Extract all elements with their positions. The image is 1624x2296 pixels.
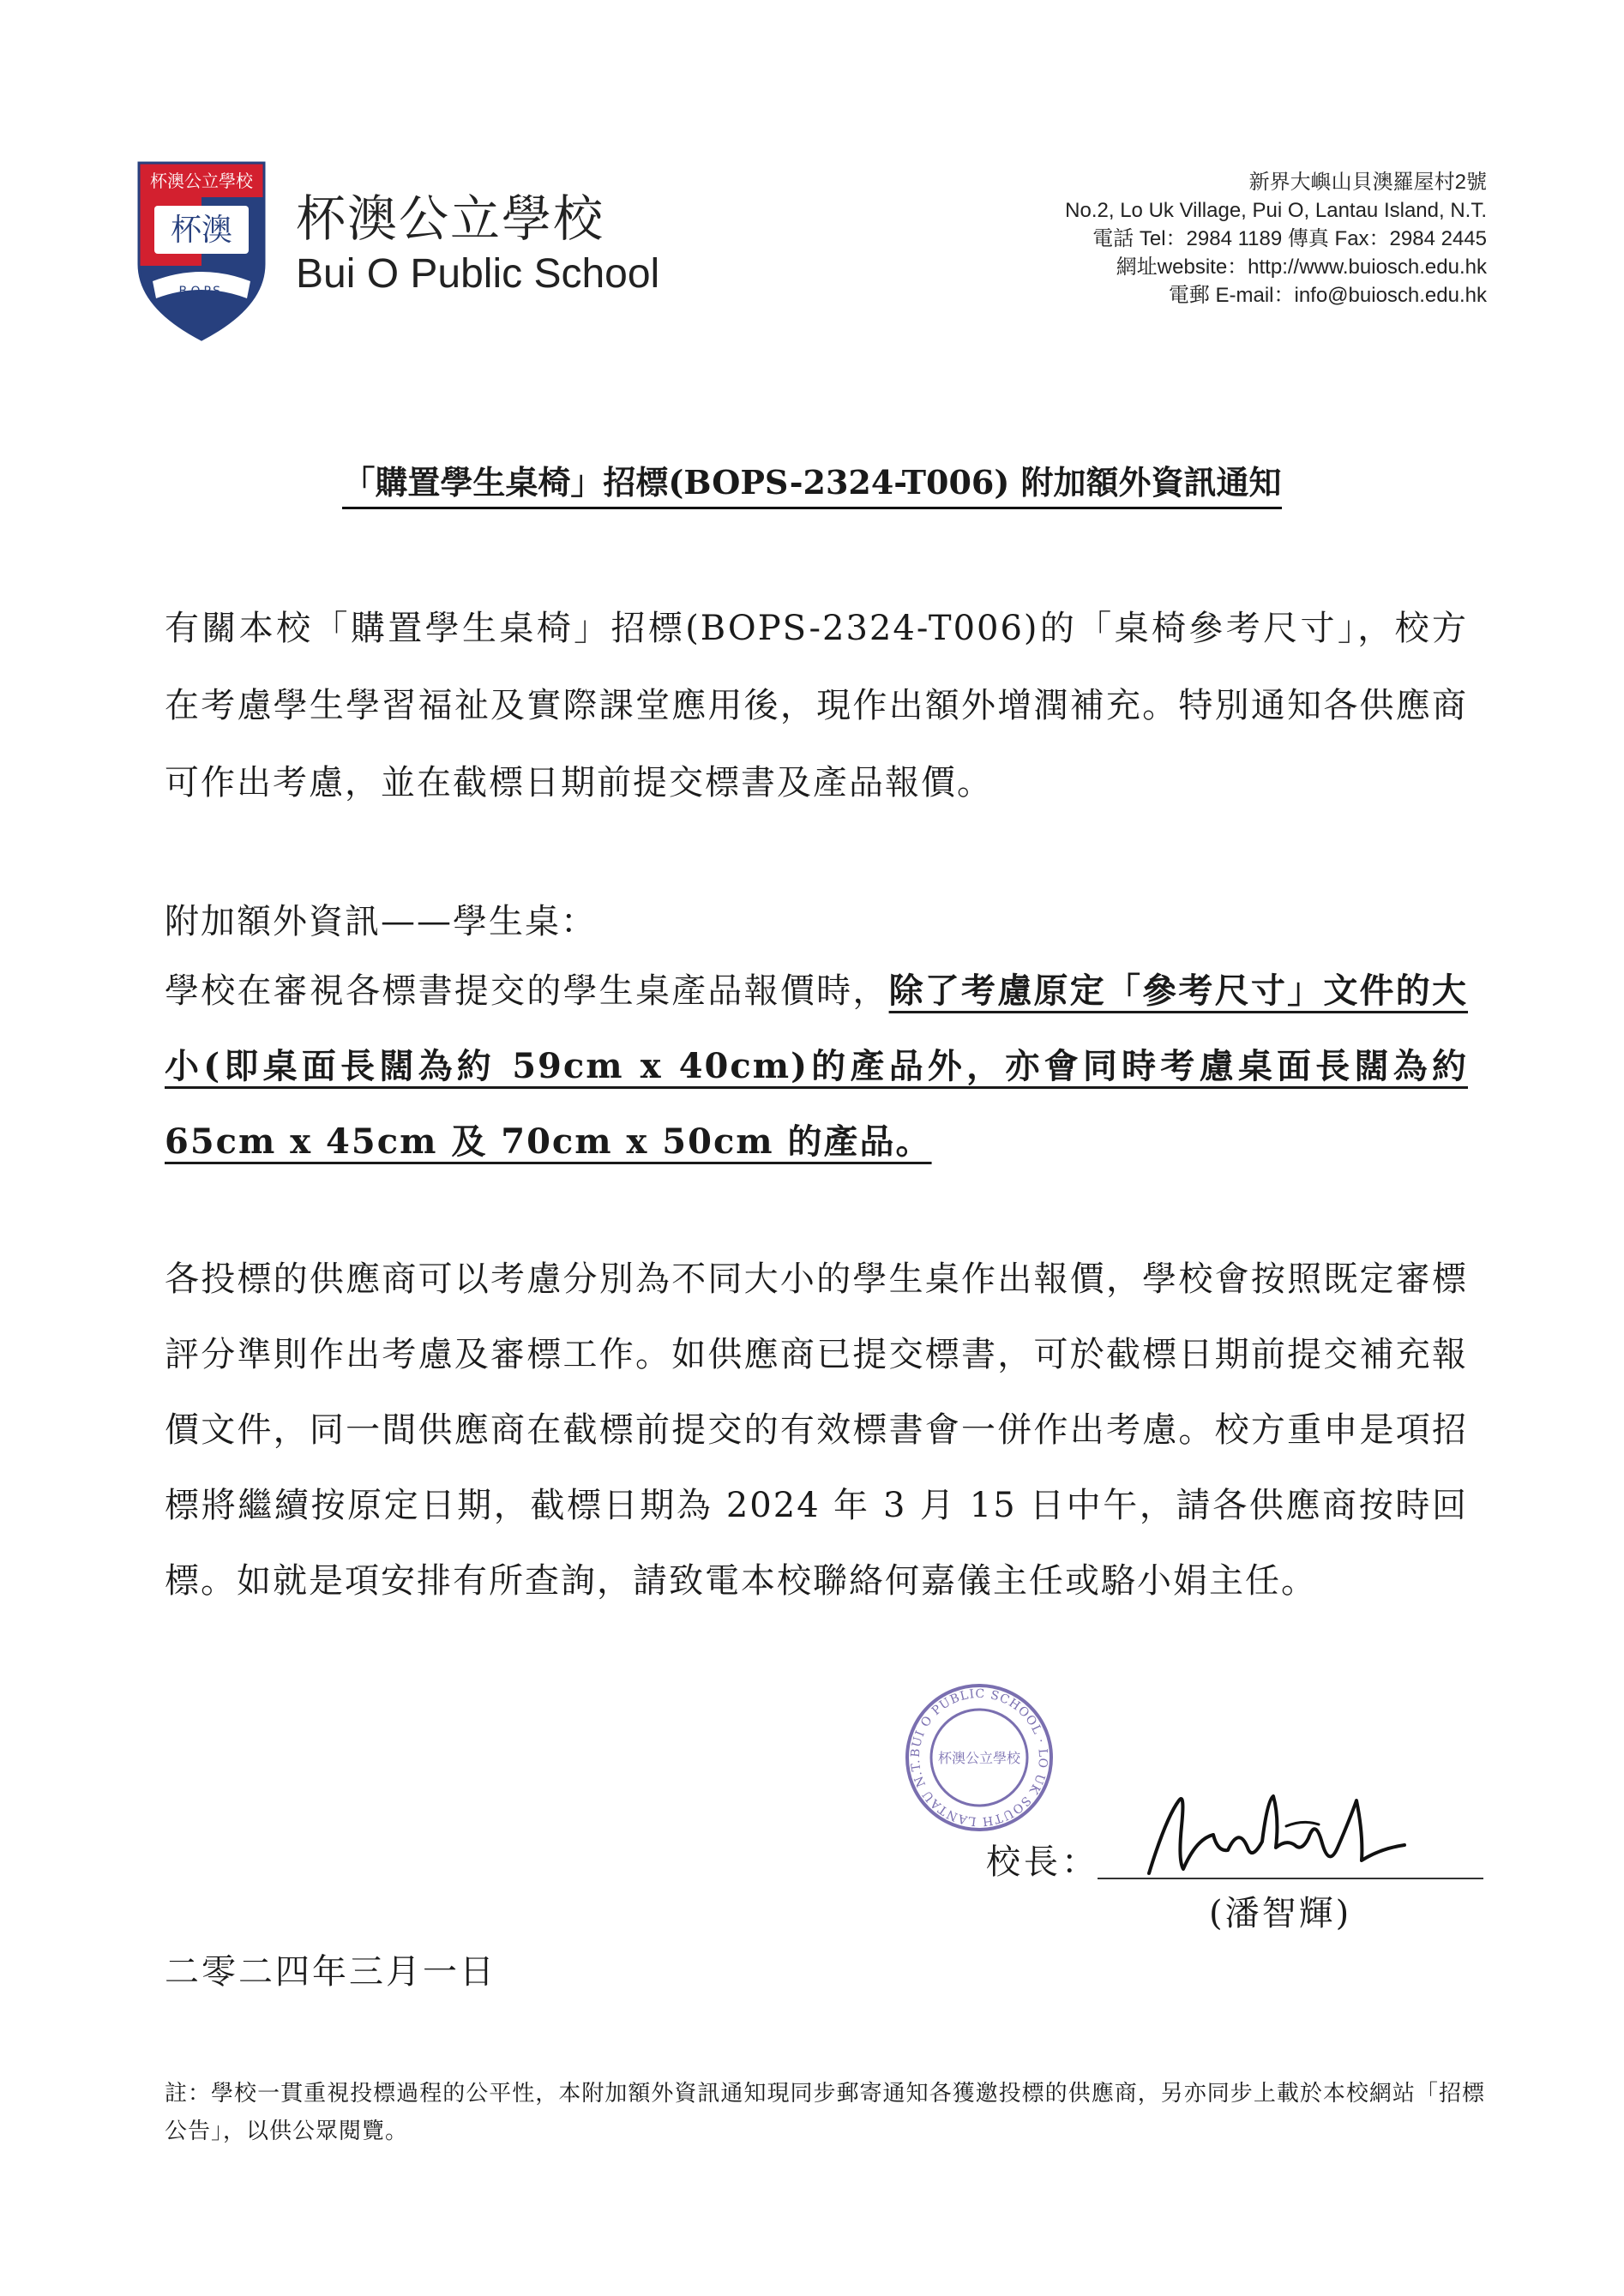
- document-date: 二零二四年三月一日: [165, 1952, 496, 1992]
- school-name-en: Bui O Public School: [296, 251, 660, 297]
- notice-title: 「購置學生桌椅」招標(BOPS-2324-T006) 附加額外資訊通知: [342, 463, 1281, 509]
- contact-block: [835, 168, 1487, 310]
- logo-banner-text: 杯澳公立學校: [150, 171, 253, 191]
- paragraph-desk-sizes: [165, 953, 1468, 1180]
- paragraph-quotation-details: 各投標的供應商可以考慮分別為不同大小的學生桌作出報價，學校會按照既定審標評分準則作出考慮及審標工作。如供應商已提交標書，可於截標日期前提交補充報價文件，同一間供應商在截標前提交的有效標書會一併作出考慮。校方重申是項招標將繼續按原定日期，截標日期為 2024 年 3 月 15 日中午，請各供應商按時回標。如就是項安排有所查詢，請致電本校聯絡何嘉儀主任或駱小娟主任。: [165, 1259, 1468, 1601]
- school-seal: [902, 1680, 1056, 1835]
- website[interactable]: 網址website：http://www.buiosch.edu.hk: [1116, 255, 1487, 279]
- seal-outer-text: BUI O PUBLIC SCHOOL · LO UK SOUTH LANTAU N.T.: [908, 1686, 1050, 1829]
- logo-center-text: 杯澳: [170, 213, 233, 248]
- logo-ribbon-text: B.O.P.S.: [178, 285, 225, 298]
- paragraph-desk-sizes-lead: 學校在審視各標書提交的學生桌產品報價時，: [165, 971, 889, 1011]
- school-name-zh: 杯澳公立學校: [296, 189, 605, 248]
- footnote: 註：學校一貫重視投標過程的公平性，本附加額外資訊通知現同步郵寄通知各獲邀投標的供應商，另亦同步上載於本校網站「招標公告」，以供公眾閱覽。: [165, 2081, 1485, 2144]
- paragraph-intro: 有關本校「購置學生桌椅」招標(BOPS-2324-T006)的「桌椅參考尺寸」，校方在考慮學生學習福祉及實際課堂應用後，現作出額外增潤補充。特別通知各供應商可作出考慮，並在截標日期前提交標書及產品報價。: [165, 609, 1468, 802]
- phone-fax: 電話 Tel：2984 1189 傳真 Fax：2984 2445: [1092, 227, 1487, 250]
- notice-title-row: [0, 463, 1624, 502]
- principal-name: (潘智輝): [1209, 1894, 1352, 1933]
- signature-line: [1098, 1878, 1483, 1879]
- subheading-desk-info: 附加額外資訊——學生桌：: [165, 902, 597, 941]
- school-logo: [137, 161, 266, 341]
- seal-inner-text: 杯澳公立學校: [937, 1750, 1021, 1766]
- paragraph-desk-sizes-emphasis: 除了考慮原定「參考尺寸」文件的大小(即桌面長闊為約 59cm x 40cm)的產品外，亦會同時考慮桌面長闊為約 65cm x 45cm 及 70cm x 50cm 的產品。: [165, 971, 1469, 1162]
- address-en: No.2, Lo Uk Village, Pui O, Lantau Island, N.T.: [1065, 199, 1487, 222]
- email[interactable]: 電郵 E-mail：info@buiosch.edu.hk: [1168, 284, 1487, 307]
- principal-signature: [1132, 1766, 1415, 1895]
- address-zh: 新界大嶼山貝澳羅屋村2號: [1248, 171, 1487, 194]
- principal-label: 校長：: [986, 1842, 1099, 1882]
